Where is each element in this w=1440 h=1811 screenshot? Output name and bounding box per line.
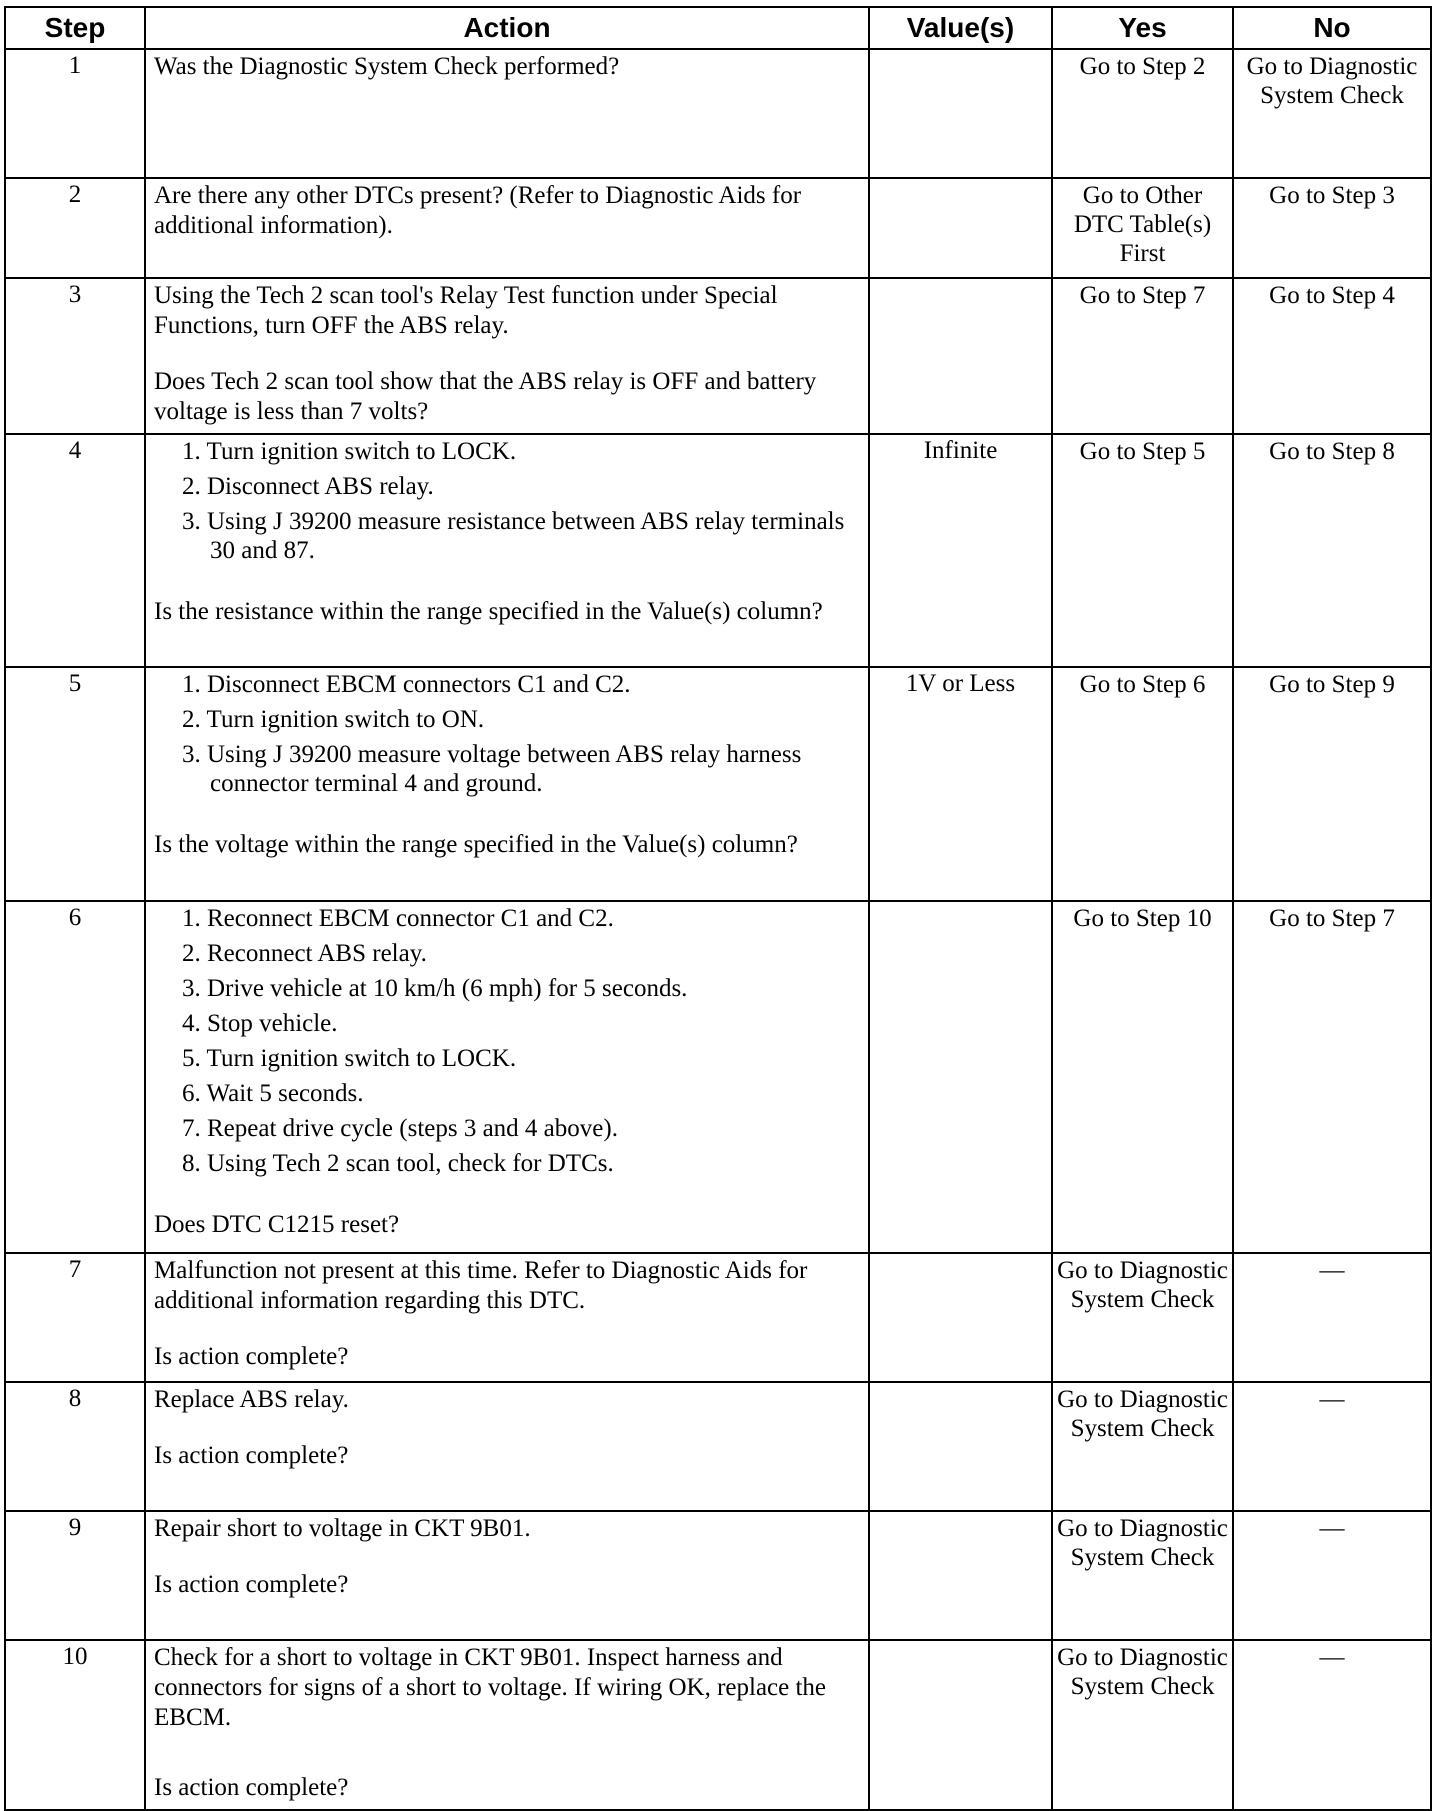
list-item: 4. Stop vehicle. [182, 1010, 338, 1037]
no-cell: Go to Step 8 [1233, 434, 1431, 667]
yes-cell: Go to Other DTC Table(s) First [1052, 178, 1233, 278]
action-question: Is action complete? [154, 1571, 349, 1598]
action-intro: Replace ABS relay. [154, 1386, 349, 1413]
list-item: 2. Disconnect ABS relay. [182, 473, 434, 500]
list-item: 6. Wait 5 seconds. [182, 1080, 364, 1107]
action-cell [145, 667, 869, 901]
no-cell: — [1233, 1511, 1431, 1640]
table-row [5, 434, 1431, 667]
no-cell: — [1233, 1640, 1431, 1810]
value-cell [869, 49, 1052, 178]
value-cell [869, 278, 1052, 434]
value-cell [869, 1640, 1052, 1810]
action-cell [145, 434, 869, 667]
table-row [5, 1640, 1431, 1810]
value-cell [869, 1511, 1052, 1640]
action-steps [154, 904, 860, 1178]
action-cell [145, 1511, 869, 1640]
no-cell: — [1233, 1382, 1431, 1511]
list-item: 1. Disconnect EBCM connectors C1 and C2. [182, 671, 631, 698]
yes-cell: Go to Step 2 [1052, 49, 1233, 178]
value-cell [869, 178, 1052, 278]
list-item: 3. Using J 39200 measure voltage between ABS relay harness connector terminal 4 and ground. [182, 741, 802, 797]
list-item: 3. Drive vehicle at 10 km/h (6 mph) for 5 seconds. [182, 975, 688, 1002]
header-yes: Yes [1052, 7, 1233, 49]
action-question: Is the voltage within the range specified in the Value(s) column? [154, 831, 798, 858]
action-steps [154, 670, 860, 798]
no-cell: Go to Step 4 [1233, 278, 1431, 434]
action-cell [145, 901, 869, 1253]
no-cell: Go to Step 9 [1233, 667, 1431, 901]
table-row [5, 178, 1431, 278]
value-cell [869, 1382, 1052, 1511]
action-question: Is the resistance within the range specified in the Value(s) column? [154, 598, 823, 625]
no-cell: Go to Step 3 [1233, 178, 1431, 278]
action-intro: Malfunction not present at this time. Refer to Diagnostic Aids for additional information regarding this DTC. [154, 1257, 808, 1314]
action-question: Was the Diagnostic System Check performed? [154, 53, 620, 80]
list-item: 3. Using J 39200 measure resistance between ABS relay terminals 30 and 87. [182, 508, 845, 564]
action-intro: Repair short to voltage in CKT 9B01. [154, 1515, 531, 1542]
action-cell [145, 49, 869, 178]
header-action: Action [145, 7, 869, 49]
action-steps [154, 437, 860, 565]
action-cell [145, 1253, 869, 1382]
header-row [5, 7, 1431, 49]
header-step: Step [5, 7, 145, 49]
action-cell [145, 278, 869, 434]
action-cell [145, 1640, 869, 1810]
no-cell: — [1233, 1253, 1431, 1382]
header-no: No [1233, 7, 1431, 49]
list-item: 2. Turn ignition switch to ON. [182, 706, 485, 733]
step-number: 6 [5, 901, 145, 1253]
yes-cell: Go to Step 6 [1052, 667, 1233, 901]
value-cell: Infinite [869, 434, 1052, 667]
action-question: Does DTC C1215 reset? [154, 1211, 400, 1238]
step-number: 10 [5, 1640, 145, 1810]
step-number: 3 [5, 278, 145, 434]
list-item: 7. Repeat drive cycle (steps 3 and 4 above). [182, 1115, 618, 1142]
no-cell: Go to Diagnostic System Check [1233, 49, 1431, 178]
step-number: 1 [5, 49, 145, 178]
step-number: 2 [5, 178, 145, 278]
action-question: Is action complete? [154, 1774, 349, 1801]
list-item: 5. Turn ignition switch to LOCK. [182, 1045, 517, 1072]
table-row [5, 278, 1431, 434]
yes-cell: Go to Diagnostic System Check [1052, 1511, 1233, 1640]
value-cell: 1V or Less [869, 667, 1052, 901]
table-row [5, 1382, 1431, 1511]
value-cell [869, 901, 1052, 1253]
list-item: 1. Turn ignition switch to LOCK. [182, 438, 517, 465]
action-cell [145, 1382, 869, 1511]
no-cell: Go to Step 7 [1233, 901, 1431, 1253]
step-number: 5 [5, 667, 145, 901]
step-number: 9 [5, 1511, 145, 1640]
header-values: Value(s) [869, 7, 1052, 49]
action-intro: Using the Tech 2 scan tool's Relay Test function under Special Functions, turn OFF the ABS relay. [154, 282, 778, 339]
step-number: 8 [5, 1382, 145, 1511]
action-question: Is action complete? [154, 1442, 349, 1469]
yes-cell: Go to Diagnostic System Check [1052, 1640, 1233, 1810]
list-item: 8. Using Tech 2 scan tool, check for DTCs. [182, 1150, 614, 1177]
yes-cell: Go to Diagnostic System Check [1052, 1382, 1233, 1511]
action-intro: Check for a short to voltage in CKT 9B01. Inspect harness and connectors for signs of a short to voltage. If wiring OK, replace the EBCM. [154, 1644, 827, 1731]
yes-cell: Go to Step 10 [1052, 901, 1233, 1253]
step-number: 4 [5, 434, 145, 667]
action-question: Are there any other DTCs present? (Refer to Diagnostic Aids for additional information). [154, 182, 802, 239]
yes-cell: Go to Step 5 [1052, 434, 1233, 667]
table-row [5, 1511, 1431, 1640]
step-number: 7 [5, 1253, 145, 1382]
table-row [5, 1253, 1431, 1382]
diagnostic-table [4, 6, 1432, 1811]
list-item: 1. Reconnect EBCM connector C1 and C2. [182, 905, 614, 932]
action-question: Does Tech 2 scan tool show that the ABS relay is OFF and battery voltage is less than 7 volts? [154, 368, 817, 425]
value-cell [869, 1253, 1052, 1382]
yes-cell: Go to Step 7 [1052, 278, 1233, 434]
action-cell [145, 178, 869, 278]
table-row [5, 49, 1431, 178]
list-item: 2. Reconnect ABS relay. [182, 940, 427, 967]
table-row [5, 901, 1431, 1253]
table-row [5, 667, 1431, 901]
action-question: Is action complete? [154, 1343, 349, 1370]
yes-cell: Go to Diagnostic System Check [1052, 1253, 1233, 1382]
